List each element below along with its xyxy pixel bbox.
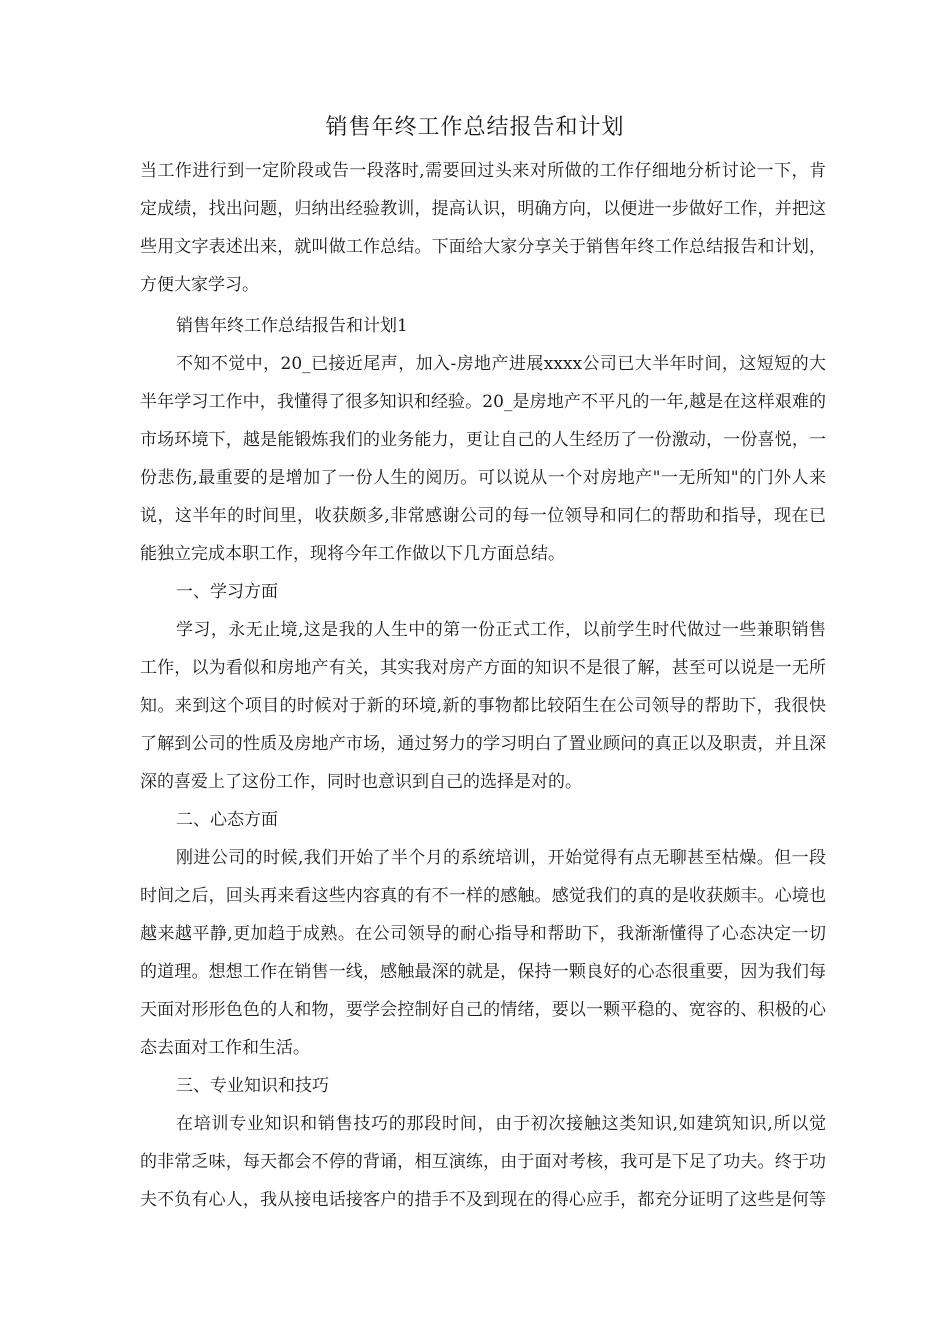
text-line: 说，这半年的时间里，收获颇多,非常感谢公司的每一位领导和同仁的帮助和指导，现在已 (140, 506, 826, 526)
text-line: 在培训专业知识和销售技巧的那段时间，由于初次接触这类知识,如建筑知识,所以觉 (176, 1114, 826, 1134)
text-line: 工作，以为看似和房地产有关，其实我对房产方面的知识不是很了解，甚至可以说是一无所 (140, 658, 826, 678)
document-body (140, 152, 826, 1219)
text-line: 态去面对工作和生活。 (140, 1038, 310, 1058)
text-line: 半年学习工作中，我懂得了很多知识和经验。20_是房地产不平凡的一年,越是在这样艰难的 (140, 392, 826, 412)
paragraph-skills (140, 1105, 826, 1219)
text-line: 深的喜爱上了这份工作，同时也意识到自己的选择是对的。 (140, 772, 582, 792)
paragraph-mindset (140, 839, 826, 1067)
text-line: 了解到公司的性质及房地产市场，通过努力的学习明白了置业顾问的真正以及职责，并且深 (140, 734, 826, 754)
text-line: 时间之后，回头再来看这些内容真的有不一样的感触。感觉我们的真的是收获颇丰。心境也 (140, 886, 826, 906)
text-line: 刚进公司的时候,我们开始了半个月的系统培训，开始觉得有点无聊甚至枯燥。但一段 (176, 848, 826, 868)
text-line: 些用文字表述出来，就叫做工作总结。下面给大家分享关于销售年终工作总结报告和计划， (140, 237, 826, 257)
text-line: 的道理。想想工作在销售一线，感触最深的就是，保持一颗良好的心态很重要，因为我们每 (140, 962, 826, 982)
text-line: 知。来到这个项目的时候对于新的环境,新的事物都比较陌生在公司领导的帮助下，我很快 (140, 696, 826, 716)
paragraph-intro-summary (140, 345, 826, 573)
heading-study: 一、学习方面 (176, 582, 278, 602)
page-title: 销售年终工作总结报告和计划 (325, 115, 625, 140)
text-line: 的非常乏味，每天都会不停的背诵，相互演练，由于面对考核，我可是下足了功夫。终于功 (140, 1152, 826, 1172)
text-line: 能独立完成本职工作，现将今年工作做以下几方面总结。 (140, 544, 565, 564)
text-line: 夫不负有心人，我从接电话接客户的措手不及到现在的得心应手，都充分证明了这些是何等 (140, 1190, 826, 1210)
text-line: 天面对形形色色的人和物，要学会控制好自己的情绪，要以一颗平稳的、宽容的、积极的心 (140, 1000, 826, 1020)
intro-paragraph (140, 152, 826, 304)
text-line: 方便大家学习。 (140, 275, 259, 295)
text-line: 学习，永无止境,这是我的人生中的第一份正式工作，以前学生时代做过一些兼职销售 (176, 620, 826, 640)
section-title: 销售年终工作总结报告和计划1 (176, 316, 408, 336)
text-line: 定成绩，找出问题，归纳出经验教训，提高认识，明确方向，以便进一步做好工作，并把这 (140, 199, 826, 219)
text-line: 越来越平静,更加趋于成熟。在公司领导的耐心指导和帮助下，我渐渐懂得了心态决定一切 (140, 924, 826, 944)
text-line: 市场环境下，越是能锻炼我们的业务能力，更让自己的人生经历了一份激动，一份喜悦，一 (140, 430, 826, 450)
text-line: 不知不觉中，20_已接近尾声，加入-房地产进展xxxx公司已大半年时间，这短短的大 (176, 354, 826, 374)
text-line: 当工作进行到一定阶段或告一段落时,需要回过头来对所做的工作仔细地分析讨论一下，肯 (140, 161, 826, 181)
heading-skills: 三、专业知识和技巧 (176, 1076, 329, 1096)
paragraph-study (140, 611, 826, 801)
heading-mindset: 二、心态方面 (176, 810, 278, 830)
text-line: 份悲伤,最重要的是增加了一份人生的阅历。可以说从一个对房地产"一无所知"的门外人来 (140, 468, 826, 488)
